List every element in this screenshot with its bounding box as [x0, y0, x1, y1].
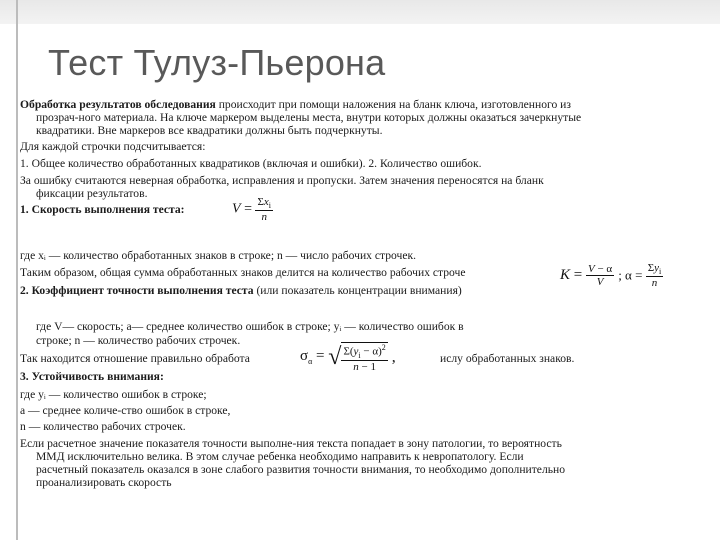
heading-text: 3. Устойчивость внимания: — [20, 370, 164, 383]
slide-left-rule — [16, 0, 18, 540]
text-line: Для каждой строчки подсчитывается: — [20, 140, 206, 153]
text-line: фиксации результатов. — [36, 187, 148, 200]
speed-formula: V = $\frac{\Sigma x_i}{n}$ — [232, 196, 271, 224]
text-line: Если расчетное значение показателя точности выполне-ния текста попадает в зону патологии, то вероятность — [20, 437, 562, 450]
text-line — [20, 284, 462, 297]
heading-text: 1. Скорость выполнения теста: — [20, 203, 185, 216]
text-line: проанализировать скорость — [36, 476, 172, 489]
text-line: 1. Общее количество обработанных квадратиков (включая и ошибки). 2. Количество ошибок. — [20, 157, 482, 170]
text-line: строке; n — количество рабочих строчек. — [36, 334, 241, 347]
text-line: квадратики. Вне маркеров все квадратики должны быть подчеркнуты. — [36, 124, 383, 137]
section-heading: Обработка результатов обследования — [20, 98, 216, 111]
slide-top-bar — [0, 0, 720, 24]
slide-title: Тест Тулуз-Пьерона — [48, 42, 386, 83]
text-line: прозрач-ного материала. На ключе маркером выделены места, внутри которых должны оказаться зачеркнутые — [36, 111, 582, 124]
text-line — [20, 352, 250, 365]
accuracy-formula: K = $\frac{V - \alpha}{V}$ ; α = $\frac{\Sigma y_i}{n}$ — [560, 262, 695, 314]
text-line: расчетный показатель оказался в зоне слабого развития точности внимания, то необходимо дополнительно — [36, 463, 566, 476]
text-line: n — количество рабочих строчек. — [20, 420, 186, 433]
text-span: (или показатель концентрации внимания) — [253, 284, 462, 297]
stability-formula: $\sigma_\alpha$ = √ $\frac{\Sigma(y_i - \alpha)^2}{n - 1}$ , — [300, 342, 438, 382]
text-line: a — среднее количе-ство ошибок в строке, — [20, 404, 231, 417]
text-span: Так находится отношение правильно обработа — [20, 352, 250, 365]
section-heading — [20, 203, 185, 216]
text-line: ислу обработанных знаков. — [440, 352, 575, 365]
text-line: где xᵢ — количество обработанных знаков в строке; n — число рабочих строчек. — [20, 249, 417, 262]
section-heading: 2. Коэффициент точности выполнения теста — [20, 284, 254, 297]
text-line: За ошибку считаются неверная обработка, исправления и пропуски. Затем значения переносятся на бланк — [20, 174, 544, 187]
text-line — [20, 98, 571, 111]
text-line: ММД исключительно велика. В этом случае ребенка необходимо направить к невропатологу. Если — [36, 450, 524, 463]
text-line: где yᵢ — количество ошибок в строке; — [20, 388, 207, 401]
text-line: Таким образом, общая сумма обработанных знаков делится на количество рабочих строче — [20, 266, 466, 279]
section-heading — [20, 370, 164, 383]
text-line: где V— скорость; a— среднее количество ошибок в строке; yᵢ — количество ошибок в — [36, 320, 464, 333]
text-span: происходит при помощи наложения на бланк ключа, изготовленного из — [215, 98, 571, 111]
